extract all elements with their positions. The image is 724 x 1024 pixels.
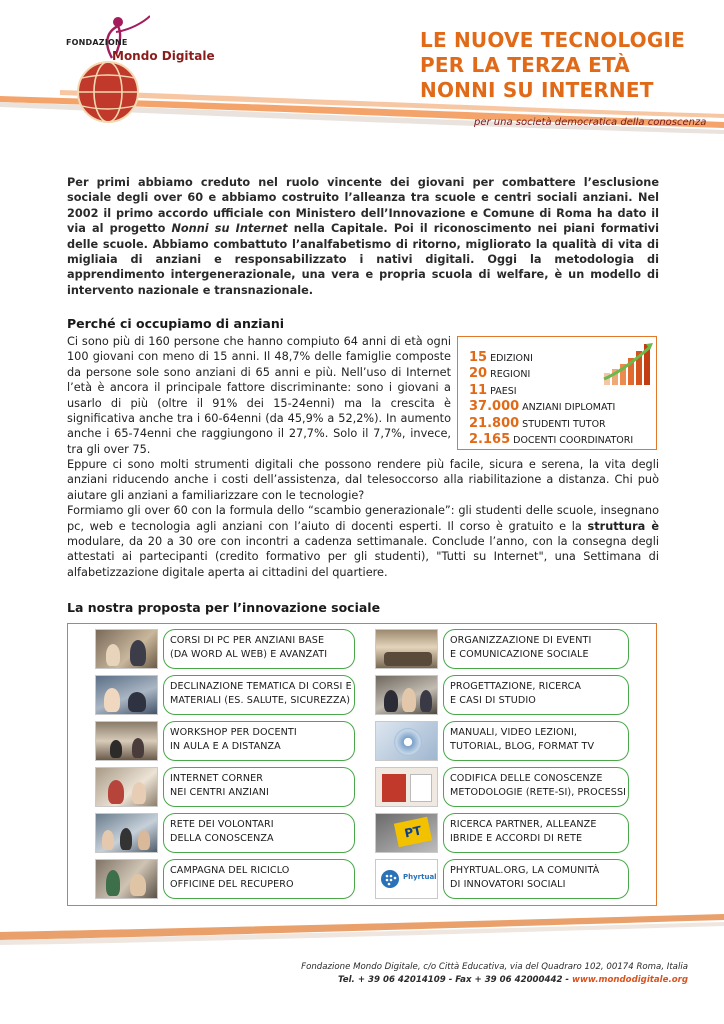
stat-label: EDIZIONI [490, 353, 533, 364]
phyrtual-label: Phyrtual [403, 873, 437, 881]
pill-line: PHYRTUAL.ORG, LA COMUNITÀ [450, 865, 600, 876]
pill-line: PROGETTAZIONE, RICERCA [450, 681, 582, 692]
title-line-2: PER LA TERZA ETÀ [420, 53, 630, 77]
photo-volunteers [95, 813, 158, 853]
proposal-item [95, 627, 379, 671]
photo-event-hall [375, 629, 438, 669]
proposal-item [375, 673, 659, 717]
stat-number: 20 [469, 366, 488, 382]
pill-line: IN AULA E A DISTANZA [170, 741, 281, 752]
tools-paragraph: Eppure ci sono molti strumenti digitali che possono rendere più facile, sicura e serena, la vita degli anziani riducendo anche i costi dell’assistenza, dal telesoccorso alla riabilitazione a distanza. Chi può aiutare gli anziani a familiarizzare con le tecnologie? [67, 458, 659, 502]
pill-line: IBRIDE E ACCORDI DI RETE [450, 833, 583, 844]
image-manual-disc [375, 721, 438, 761]
stat-item [469, 428, 634, 447]
stat-label: REGIONI [490, 369, 531, 381]
stat-number: 11 [469, 382, 488, 398]
proposal-item [95, 719, 379, 763]
footer-address: Fondazione Mondo Digitale, c/o Città Educativa, via del Quadraro 102, 00174 Roma, Italia [301, 962, 688, 972]
photo-research-group [375, 675, 438, 715]
growth-chart-icon [602, 339, 656, 389]
logo-name: Mondo Digitale [112, 49, 215, 63]
stat-number: 2.165 [469, 431, 511, 447]
proposal-pill [443, 721, 629, 761]
image-documents [375, 767, 438, 807]
footer-phone-line [301, 974, 688, 987]
section1-paragraph-2 [67, 457, 659, 580]
pill-line: DELLA CONOSCENZA [170, 833, 274, 844]
pill-line: ORGANIZZAZIONE DI EVENTI [450, 635, 592, 646]
stat-item [469, 412, 633, 431]
intro-paragraph [67, 175, 659, 298]
title-line-1: LE NUOVE TECNOLOGIE [420, 28, 685, 52]
pill-line: RICERCA PARTNER, ALLEANZE [450, 819, 597, 830]
stat-number: 37.000 [469, 399, 520, 415]
proposal-pill [163, 859, 355, 899]
photo-seniors-computer [95, 629, 158, 669]
pt-badge: PT [394, 817, 432, 848]
section1-paragraph-1: Ci sono più di 160 persone che hanno compiuto 64 anni di età ogni 100 giovani con meno di 15 anni. Il 48,7% delle famiglie composte da persone sole sono anziani di 65 anni e più. Nell’uso di Internet l’età è ancora il principale fattore discriminante: sono i giovani a usarlo di più (oltre il 91% dei 15-24enni) ma la crescita è significativa anche tra i 60-64enni (da 45,9% a 52,2%). In aumento anche i 65-74enni che raggiungono il 27,7%. Solo il 7,7%, invece, tra gli over 75. [67, 335, 451, 456]
photo-internet-corner [95, 767, 158, 807]
pill-line: CODIFICA DELLE CONOSCENZE [450, 773, 603, 784]
pill-line: DI INNOVATORI SOCIALI [450, 879, 566, 890]
stats-box [457, 336, 657, 450]
pill-line: TUTORIAL, BLOG, FORMAT TV [450, 741, 595, 752]
globe-icon [60, 14, 150, 124]
proposal-pill [443, 675, 629, 715]
pill-line: CAMPAGNA DEL RICICLO [170, 865, 290, 876]
section-title-elderly: Perché ci occupiamo di anziani [67, 316, 285, 331]
proposal-item [95, 811, 379, 855]
foundation-logo [60, 14, 240, 124]
project-name: Nonni su Internet [171, 222, 288, 236]
pill-line: MANUALI, VIDEO LEZIONI, [450, 727, 578, 738]
stat-label: DOCENTI COORDINATORI [513, 434, 634, 446]
method-text-2: modulare, da 20 a 30 ore con incontri a cadenza settimanale. Conclude l’anno, con la consegna degli attestati ai partecipanti (credito formativo per gli studenti), "Tutti su Internet", una Settimana di alfabetizzazione digitale aperta ai cittadini del quartiere. [67, 535, 659, 579]
pill-line: CORSI DI PC PER ANZIANI BASE [170, 635, 325, 646]
stat-label: STUDENTI TUTOR [522, 418, 606, 430]
proposal-item [375, 719, 659, 763]
method-paragraph [67, 503, 659, 580]
method-bold: struttura è [587, 519, 660, 533]
page-title [420, 28, 710, 103]
logo-prefix: FONDAZIONE [66, 38, 128, 47]
proposal-item [375, 765, 659, 809]
pill-line: DECLINAZIONE TEMATICA DI CORSI E [170, 681, 352, 692]
intro-text-1: Per primi abbiamo creduto nel ruolo vincente dei giovani per combattere l’esclusione sociale degli over 60 e abbiamo costruito l’alleanza tra scuole e centri sociali anziani. Nel 2002 il primo accordo ufficiale con Ministero dell’Innovazione e Comune di Roma ha dato il via al progetto [67, 176, 659, 236]
proposal-pill [163, 721, 355, 761]
section-title-proposal: La nostra proposta per l’innovazione sociale [67, 600, 381, 615]
intro-text-2: nella Capitale. Poi il riconoscimento nei piani formativi delle scuole. Abbiamo combattuto l’analfabetismo di ritorno, migliorato la qualità di vita di migliaia di anziani e responsabilizzato i nativi digitali. Oggi la metodologia di apprendimento intergenerazionale, una vera e propria scuola di welfare, è un modello di intervento nazionale e transnazionale. [67, 222, 659, 297]
proposal-pill [163, 767, 355, 807]
pill-line: METODOLOGIE (RETE-SI), PROCESSI [450, 787, 627, 798]
stat-label: PAESI [490, 385, 517, 397]
proposal-item [375, 627, 659, 671]
photo-workshop [95, 721, 158, 761]
photo-recycling-workshop [95, 859, 158, 899]
proposal-item [95, 857, 379, 901]
pill-line: E CASI DI STUDIO [450, 695, 536, 706]
pill-line: INTERNET CORNER [170, 773, 264, 784]
tagline: per una società democratica della conoscenza [474, 117, 707, 128]
stat-number: 21.800 [469, 415, 520, 431]
pill-line: WORKSHOP PER DOCENTI [170, 727, 297, 738]
proposal-item [95, 765, 379, 809]
proposal-pill [163, 675, 355, 715]
proposal-item [95, 673, 379, 717]
stat-label: ANZIANI DIPLOMATI [522, 402, 616, 414]
proposal-pill [163, 629, 355, 669]
proposal-pill [443, 767, 629, 807]
pill-line: RETE DEI VOLONTARI [170, 819, 274, 830]
proposal-pill [163, 813, 355, 853]
stat-item [469, 395, 633, 415]
stat-number: 15 [469, 350, 488, 365]
footer-swoosh [0, 910, 724, 950]
proposal-box [67, 623, 657, 906]
image-phyrtual-logo [375, 859, 438, 899]
image-pt-partner [375, 813, 438, 853]
website-link[interactable]: www.mondodigitale.org [572, 974, 688, 985]
pill-line: MATERIALI (ES. SALUTE, SICUREZZA) [170, 695, 351, 706]
photo-classroom [95, 675, 158, 715]
pill-line: OFFICINE DEL RECUPERO [170, 879, 294, 890]
pill-line: NEI CENTRI ANZIANI [170, 787, 269, 798]
proposal-item [375, 811, 659, 855]
proposal-pill [443, 813, 629, 853]
proposal-item [375, 857, 659, 901]
proposal-pill [443, 859, 629, 899]
proposal-pill [443, 629, 629, 669]
title-line-3: NONNI SU INTERNET [420, 78, 654, 102]
footer-tel: Tel. + 39 06 42014109 - Fax + 39 06 42000442 - [338, 974, 572, 985]
footer-contact [301, 961, 688, 986]
method-text-1: Formiamo gli over 60 con la formula dello “scambio generazionale”: gli studenti delle scuole, insegnano pc, web e tecnologia agli anziani con l’aiuto di docenti esperti. Il corso è gratuito e la [67, 504, 659, 533]
pill-line: E COMUNICAZIONE SOCIALE [450, 649, 589, 660]
pill-line: (DA WORD AL WEB) E AVANZATI [170, 649, 328, 660]
